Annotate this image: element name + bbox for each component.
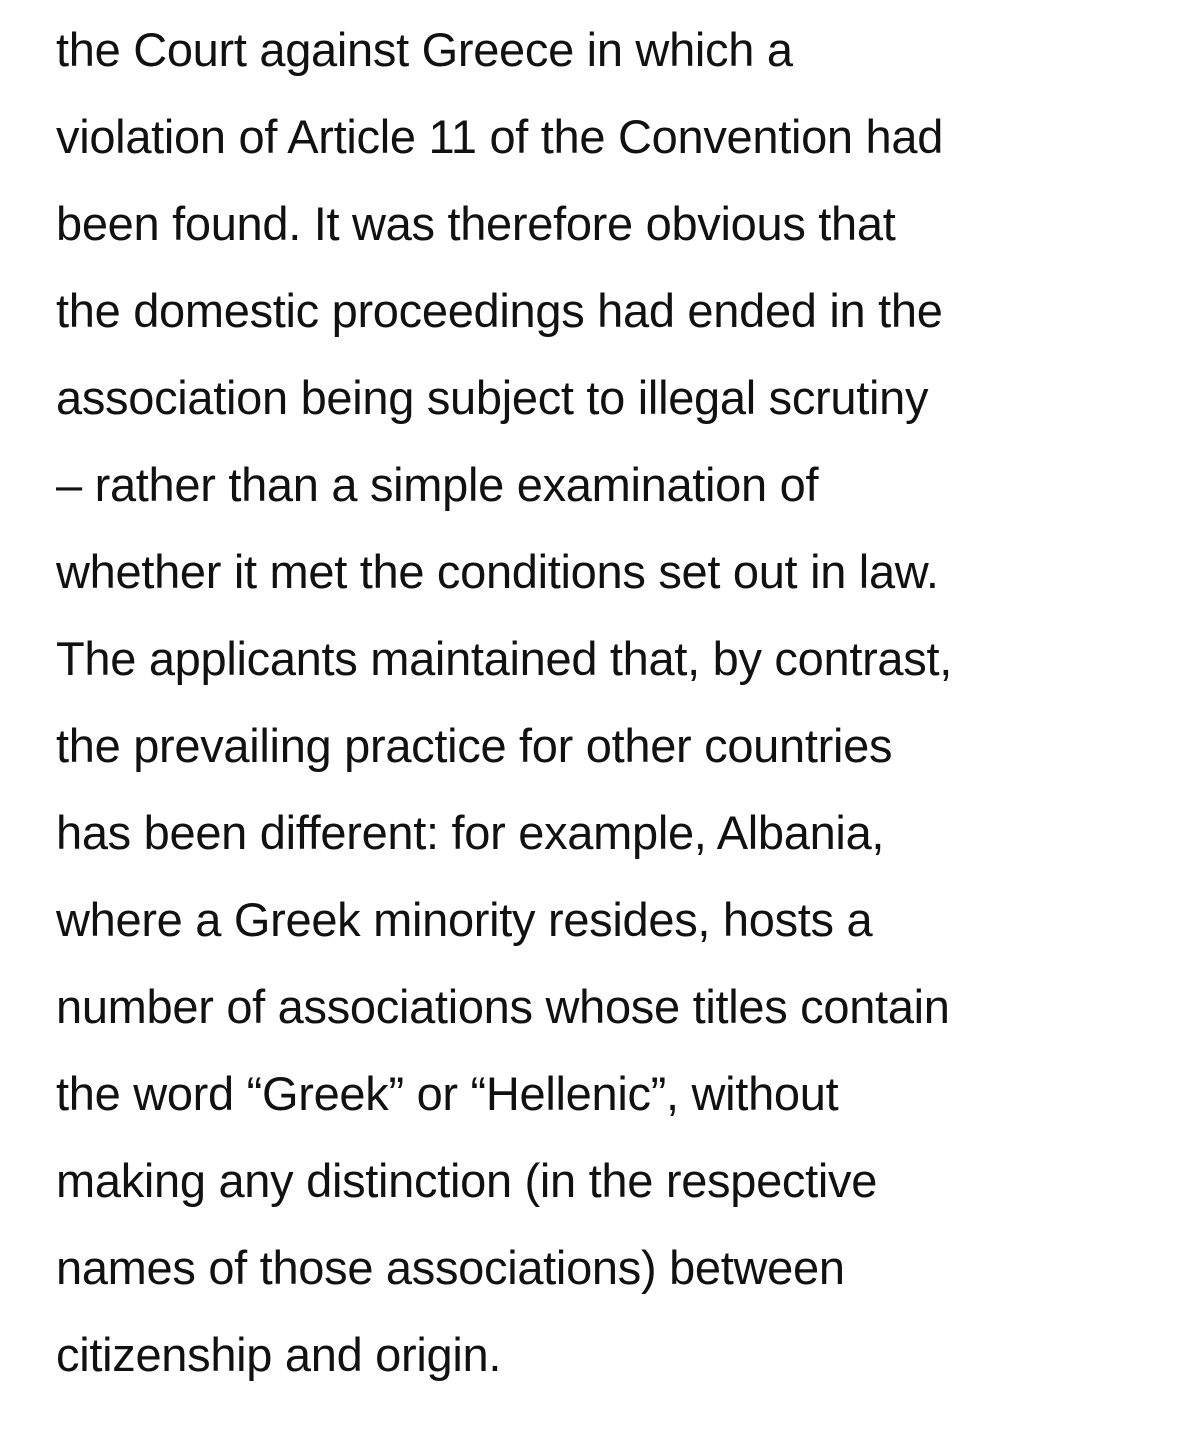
text-line: association being subject to illegal scrutiny	[56, 371, 929, 424]
text-line: been found. It was therefore obvious that	[56, 197, 896, 250]
text-line: the Court against Greece in which a	[56, 23, 793, 76]
article-paragraph	[56, 6, 1166, 1398]
text-line: the word “Greek” or “Hellenic”, without	[56, 1067, 839, 1120]
text-line: the prevailing practice for other countries	[56, 719, 893, 772]
text-line: number of associations whose titles contain	[56, 980, 950, 1033]
text-line: making any distinction (in the respective	[56, 1154, 878, 1207]
text-line: citizenship and origin.	[56, 1328, 502, 1381]
text-line: The applicants maintained that, by contrast,	[56, 632, 952, 685]
text-line: names of those associations) between	[56, 1241, 845, 1294]
text-line: violation of Article 11 of the Convention had	[56, 110, 944, 163]
text-line: where a Greek minority resides, hosts a	[56, 893, 873, 946]
text-line: the domestic proceedings had ended in the	[56, 284, 943, 337]
text-line: has been different: for example, Albania,	[56, 806, 885, 859]
text-line: – rather than a simple examination of	[56, 458, 819, 511]
text-line: whether it met the conditions set out in law.	[56, 545, 939, 598]
